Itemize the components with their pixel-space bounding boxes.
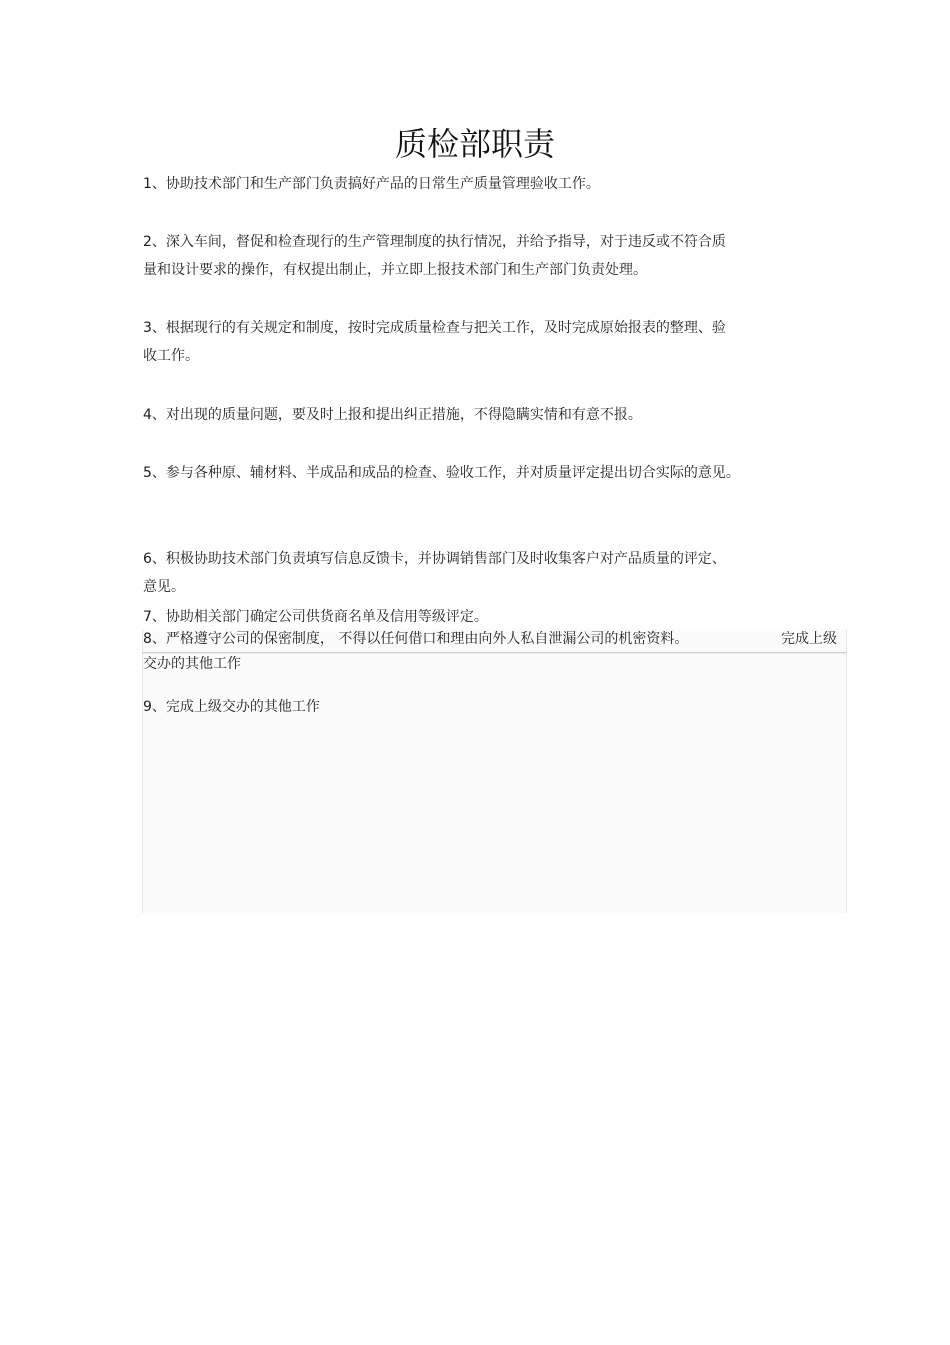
duty-item-2-line-1: 2、深入车间，督促和检查现行的生产管理制度的执行情况，并给予指导，对于违反或不符合质 — [143, 234, 726, 250]
duty-item-8-line-2: 交办的其他工作 — [143, 656, 241, 672]
duty-item-4: 4、对出现的质量问题，要及时上报和提出纠正措施，不得隐瞒实情和有意不报。 — [143, 407, 642, 423]
duty-item-9: 9、完成上级交办的其他工作 — [143, 699, 320, 715]
duty-item-3-line-2: 收工作。 — [143, 348, 199, 364]
duty-item-3-line-1: 3、根据现行的有关规定和制度，按时完成质量检查与把关工作，及时完成原始报表的整理、验 — [143, 320, 726, 336]
duty-item-5: 5、参与各种原、辅材料、半成品和成品的检查、验收工作，并对质量评定提出切合实际的意见。 — [143, 465, 740, 481]
duty-item-2-line-2: 量和设计要求的操作，有权提出制止，并立即上报技术部门和生产部门负责处理。 — [143, 262, 647, 278]
text-box-frame — [142, 629, 847, 913]
duty-item-7: 7、协助相关部门确定公司供货商名单及信用等级评定。 — [143, 609, 488, 625]
duty-item-1: 1、协助技术部门和生产部门负责搞好产品的日常生产质量管理验收工作。 — [143, 176, 600, 192]
page-title: 质检部职责 — [394, 125, 555, 163]
duty-item-8-right-fragment: 完成上级 — [781, 631, 837, 647]
duty-item-6-line-1: 6、积极协助技术部门负责填写信息反馈卡，并协调销售部门及时收集客户对产品质量的评定、 — [143, 551, 726, 567]
text-box-divider — [142, 652, 847, 654]
duty-item-6-line-2: 意见。 — [143, 579, 185, 595]
duty-item-8-line-1: 8、严格遵守公司的保密制度， 不得以任何借口和理由向外人私自泄漏公司的机密资料。 — [143, 631, 689, 647]
